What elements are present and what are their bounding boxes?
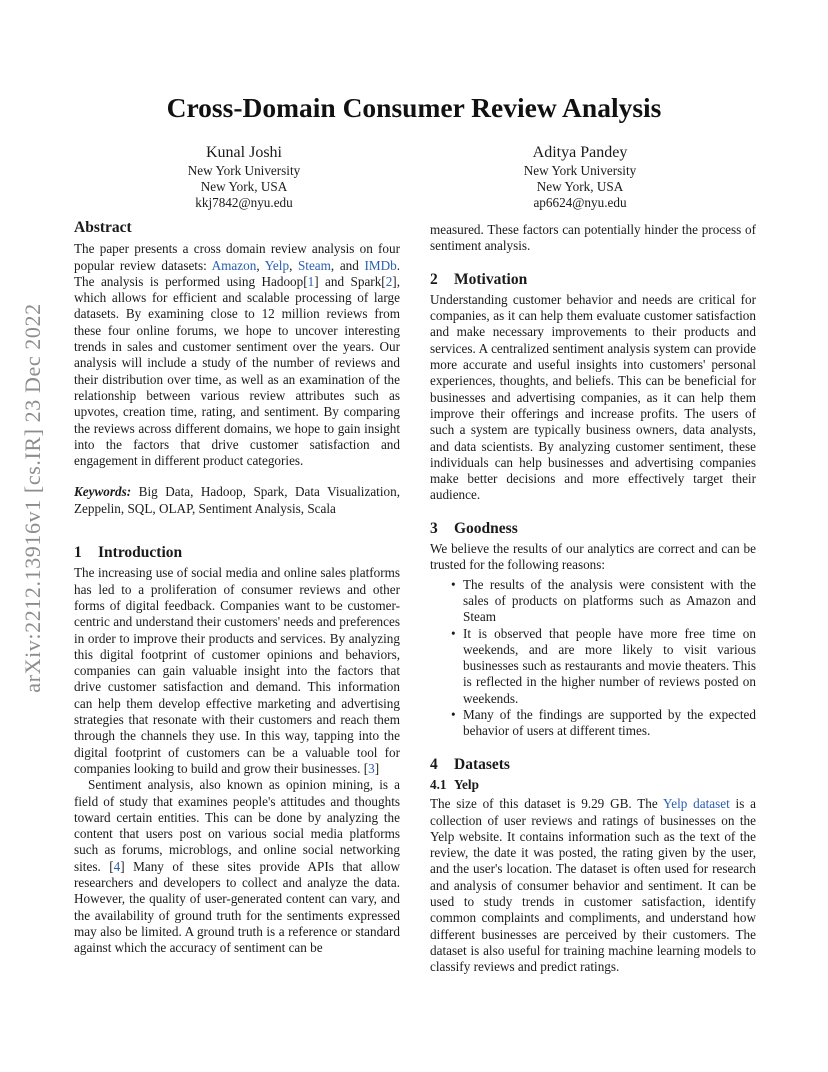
goodness-intro: We believe the results of our analytics are correct and can be trusted for the following reasons:	[430, 541, 756, 573]
yelp-paragraph: The size of this dataset is 9.29 GB. The Yelp dataset is a collection of user reviews and ratings of businesses on the Yelp website. It contains information such as the text of the review, the date it was posted, the rating given by the user, and the user's location. The dataset is often used for research and analysis of consumer behavior and sentiment. It can be used to study trends in customer satisfaction, identify common complaints and compliments, and understand how different businesses are perceived by their customers. The dataset is also useful for training machine learning models to classify reviews and predict ratings.	[430, 796, 756, 975]
left-column	[74, 220, 400, 956]
list-item: • It is observed that people have more free time on weekends, and are more likely to visit various businesses such as restaurants and movie theaters. This is reflected in the higher number of reviews posted on weekends.	[451, 625, 756, 706]
citation-link[interactable]: 1	[307, 273, 315, 289]
abstract-text: The paper presents a cross domain review analysis on four popular review datasets: Amazon, Yelp, Steam, and IMDb. The analysis is performed using Hadoop[1] and Spark[2], which allows for efficient and scalable processing of large datasets. By examining close to 12 million reviews from these four online forums, we hope to uncover interesting trends in sales and customer sentiment over the years. Our analysis will include a study of the number of reviews and their distribution over time, as well as an examination of the relationship between various review attributes such as upvotes, creation time, rating, and sentiment. By comparing the reviews across different domains, we hope to gain insight into the factors that drive customer satisfaction and engagement in different product categories.	[74, 241, 400, 469]
intro-paragraph: Sentiment analysis, also known as opinion mining, is a field of study that examines people's attitudes and thoughts toward certain entities. This can be done by analyzing the content that users post on various social media platforms such as forums, microblogs, and online social networking sites. [4] Many of these sites provide APIs that allow researchers and developers to collect and analyze the data. However, the quality of user-generated content can vary, and the availability of ground truth for the sentiments expressed may also be limited. A ground truth is a reference or standard against which the accuracy of sentiment can be	[74, 777, 400, 956]
author-email: kkj7842@nyu.edu	[195, 195, 293, 210]
paper-title: Cross-Domain Consumer Review Analysis	[166, 92, 662, 123]
section-heading-goodness: 3 Goodness	[430, 519, 518, 537]
bullet-icon: •	[451, 576, 456, 592]
imdb-link[interactable]: IMDb	[364, 257, 397, 273]
list-item: • Many of the findings are supported by the expected behavior of users at different times.	[451, 707, 756, 739]
citation-link[interactable]: 3	[368, 760, 375, 776]
author-location: New York, USA	[536, 179, 624, 194]
citation-link[interactable]: 2	[385, 273, 393, 289]
keywords: Keywords: Big Data, Hadoop, Spark, Data Visualization, Zeppelin, SQL, OLAP, Sentiment Analysis, Scala	[74, 484, 400, 516]
steam-link[interactable]: Steam	[297, 257, 331, 273]
author-email: ap6624@nyu.edu	[533, 195, 627, 210]
intro-paragraph-continued: measured. These factors can potentially hinder the process of sentiment analysis.	[430, 222, 756, 254]
section-heading-introduction: 1 Introduction	[74, 544, 183, 562]
author-name: Aditya Pandey	[532, 144, 628, 161]
bullet-icon: •	[451, 625, 456, 641]
author-name: Kunal Joshi	[206, 144, 282, 161]
amazon-link[interactable]: Amazon	[211, 257, 257, 273]
right-column	[430, 222, 756, 975]
section-heading-motivation: 2 Motivation	[430, 270, 528, 288]
keywords-label: Keywords:	[74, 484, 132, 500]
abstract-heading: Abstract	[74, 219, 132, 236]
intro-paragraph: The increasing use of social media and online sales platforms has led to a proliferation of consumer reviews and other forms of digital feedback. Companies want to be customer-centric and understand their customers' needs and preferences in order to improve their products and services. By analyzing this digital footprint of customer opinions and behaviors, companies can gain valuable insight into the factors that drive customer satisfaction and demand. This information can help them develop effective marketing and advertising strategies that resonate with their customers and reach them through the channels they use. In this way, tapping into the digital footprint of customers can be a valuable tool for companies looking to build and grow their businesses. [3]	[74, 565, 400, 776]
section-heading-datasets: 4 Datasets	[430, 755, 510, 773]
author-block	[450, 143, 710, 211]
citation-link[interactable]: 4	[113, 858, 121, 874]
list-item: • The results of the analysis were consistent with the sales of products on platforms such as Amazon and Steam	[451, 576, 756, 625]
goodness-list	[430, 577, 756, 740]
bullet-icon: •	[451, 707, 456, 723]
yelp-link[interactable]: Yelp	[264, 257, 290, 273]
motivation-paragraph: Understanding customer behavior and needs are critical for companies, as it can help them evaluate customer satisfaction and make necessary improvements to their products and services. A centralized sentiment analysis system can provide more accurate and useful insights into customers' personal experiences, thoughts, and beliefs. This can be beneficial for businesses and advertising companies, as it can help them improve their offerings and increase profits. The users of such a system are typically business owners, data analysts, and data scientists. By analyzing customer sentiment, these individuals can help businesses and advertising companies make better decisions and more effectively target their audience.	[430, 291, 756, 503]
author-affiliation: New York University	[187, 163, 301, 178]
arxiv-identifier: arXiv:2212.13916v1 [cs.IR] 23 Dec 2022	[20, 303, 45, 693]
author-block	[114, 143, 374, 211]
author-affiliation: New York University	[523, 163, 637, 178]
yelp-dataset-link[interactable]: Yelp dataset	[663, 796, 730, 812]
author-location: New York, USA	[200, 179, 288, 194]
subsection-heading-yelp: 4.1 Yelp	[430, 776, 479, 792]
